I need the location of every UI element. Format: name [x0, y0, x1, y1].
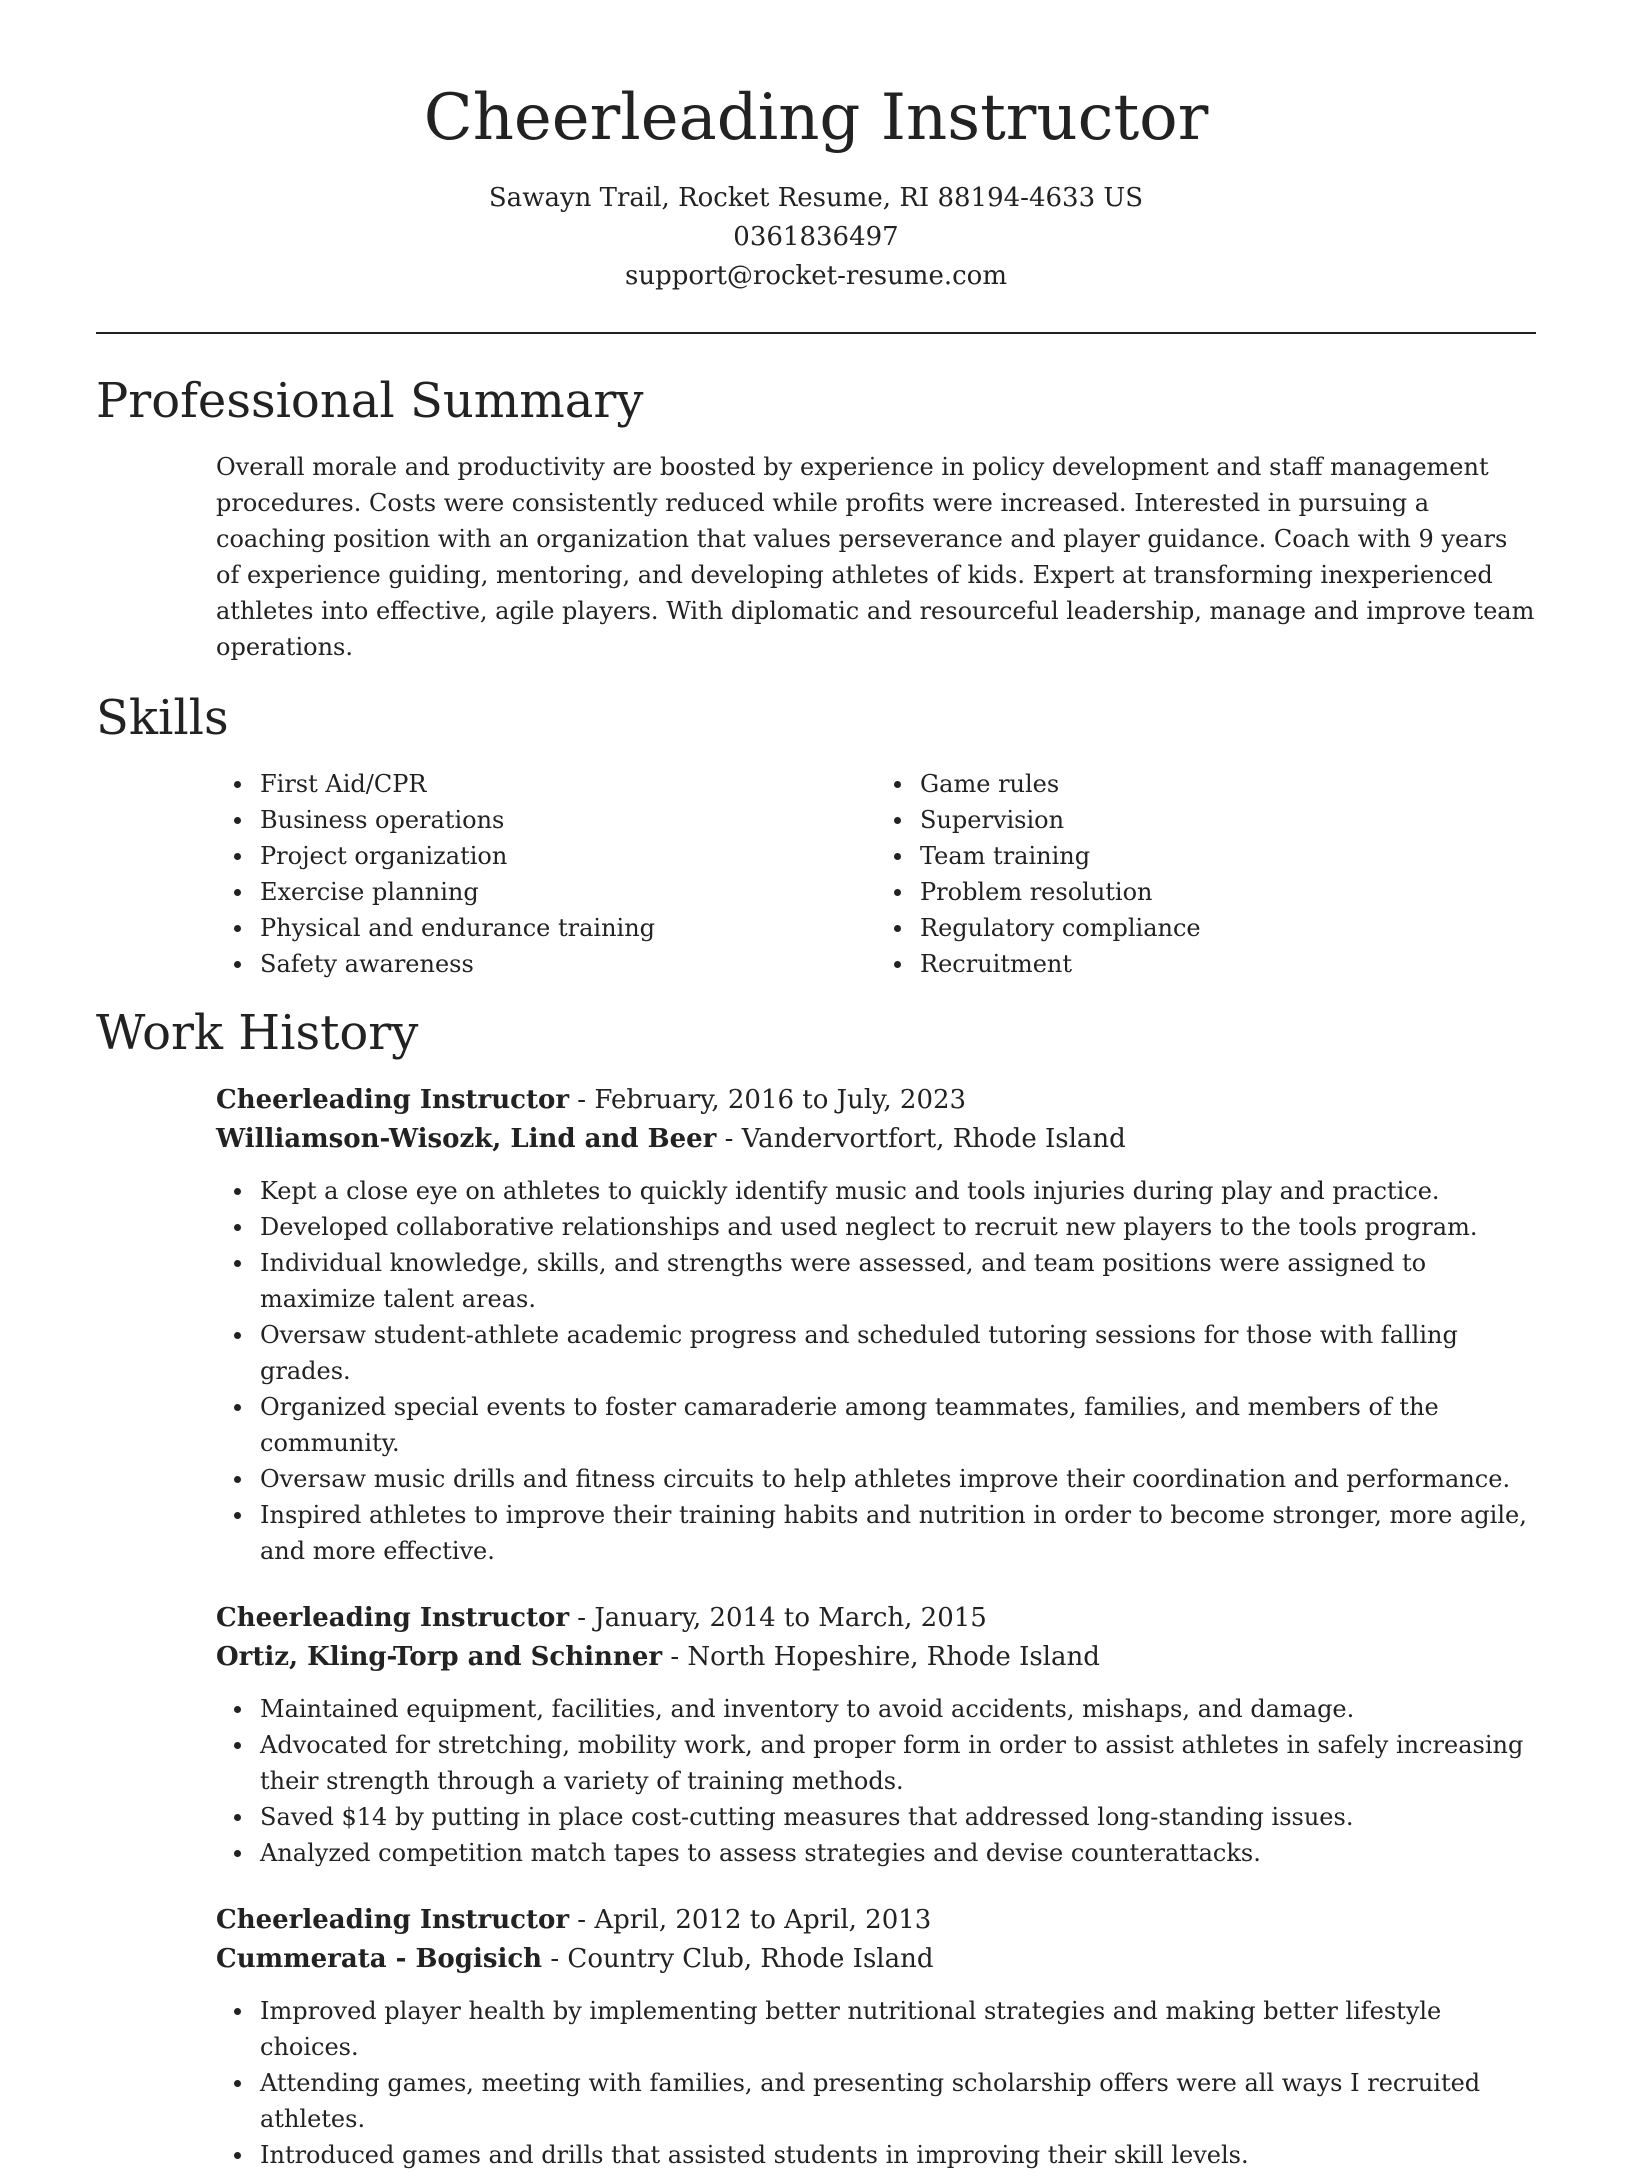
skill-item: Business operations — [260, 802, 876, 838]
work-history-section — [96, 1006, 1536, 2173]
separator: - — [569, 1905, 595, 1936]
job-entry — [216, 1081, 1536, 1569]
separator: - — [662, 1642, 688, 1673]
job-location: North Hopeshire, Rhode Island — [687, 1642, 1100, 1673]
job-title-line — [216, 1901, 1536, 1940]
skill-item: Problem resolution — [920, 874, 1536, 910]
job-dates: April, 2012 to April, 2013 — [594, 1905, 932, 1936]
work-history-body — [96, 1081, 1536, 2173]
job-title: Cheerleading Instructor — [216, 1603, 570, 1634]
skill-item: Project organization — [260, 838, 876, 874]
job-bullet: Developed collaborative relationships and used neglect to recruit new players to the tools program. — [260, 1209, 1536, 1245]
resume-header — [96, 80, 1536, 296]
job-title: Cheerleading Instructor — [216, 1085, 570, 1116]
skills-section — [96, 691, 1536, 982]
skills-columns — [216, 766, 1536, 982]
section-title-skills: Skills — [96, 689, 229, 746]
job-bullet: Oversaw music drills and fitness circuits to help athletes improve their coordination and performance. — [260, 1461, 1536, 1497]
skills-body — [96, 766, 1536, 982]
job-bullet: Improved player health by implementing better nutritional strategies and making better lifestyle choices. — [260, 1993, 1536, 2065]
job-company: Williamson-Wisozk, Lind and Beer — [216, 1124, 717, 1155]
job-title-line — [216, 1081, 1536, 1120]
job-bullets — [216, 1691, 1536, 1871]
header-divider — [96, 332, 1536, 334]
job-bullet: Advocated for stretching, mobility work, and proper form in order to assist athletes in safely increasing their strength through a variety of training methods. — [260, 1727, 1536, 1799]
skill-item: Safety awareness — [260, 946, 876, 982]
job-company: Ortiz, Kling-Torp and Schinner — [216, 1642, 663, 1673]
job-bullet: Introduced games and drills that assisted students in improving their skill levels. — [260, 2137, 1536, 2173]
job-dates: February, 2016 to July, 2023 — [594, 1085, 967, 1116]
job-company-line — [216, 1940, 1536, 1979]
skill-item: Recruitment — [920, 946, 1536, 982]
separator: - — [569, 1085, 595, 1116]
job-company-line — [216, 1120, 1536, 1159]
section-title-work-history: Work History — [96, 1005, 419, 1062]
job-title-line — [216, 1599, 1536, 1638]
job-bullet: Oversaw student-athlete academic progress and scheduled tutoring sessions for those with falling grades. — [260, 1317, 1536, 1389]
page-title: Cheerleading Instructor — [423, 81, 1209, 155]
job-bullet: Saved $14 by putting in place cost-cutting measures that addressed long-standing issues. — [260, 1799, 1536, 1835]
separator: - — [716, 1124, 742, 1155]
job-entry — [216, 1599, 1536, 1871]
skill-item: Team training — [920, 838, 1536, 874]
job-bullet: Inspired athletes to improve their training habits and nutrition in order to become stronger, more agile, and more effective. — [260, 1497, 1536, 1569]
job-bullet: Attending games, meeting with families, and presenting scholarship offers were all ways I recruited athletes. — [260, 2065, 1536, 2137]
skill-item: Exercise planning — [260, 874, 876, 910]
job-location: Vandervortfort, Rhode Island — [741, 1124, 1126, 1155]
job-bullet: Individual knowledge, skills, and strengths were assessed, and team positions were assigned to maximize talent areas. — [260, 1245, 1536, 1317]
job-company: Cummerata - Bogisich — [216, 1944, 543, 1975]
separator: - — [542, 1944, 568, 1975]
contact-address: Sawayn Trail, Rocket Resume, RI 88194-4633 US — [488, 182, 1144, 213]
job-bullet: Maintained equipment, facilities, and inventory to avoid accidents, mishaps, and damage. — [260, 1691, 1536, 1727]
summary-text: Overall morale and productivity are boosted by experience in policy development and staff management procedures. Costs were consistently reduced while profits were increased. Interested in pursuing a coaching position with an organization that values perseverance and player guidance. Coach with 9 years of experience guiding, mentoring, and developing athletes of kids. Expert at transforming inexperienced athletes into effective, agile players. With diplomatic and resourceful leadership, manage and improve team operations. — [216, 452, 1535, 661]
job-entry — [216, 1901, 1536, 2173]
job-bullet: Kept a close eye on athletes to quickly identify music and tools injuries during play and practice. — [260, 1173, 1536, 1209]
summary-body — [96, 449, 1536, 665]
skill-item: Supervision — [920, 802, 1536, 838]
job-bullet: Organized special events to foster camaraderie among teammates, families, and members of the community. — [260, 1389, 1536, 1461]
professional-summary-section — [96, 374, 1536, 665]
job-bullets — [216, 1173, 1536, 1569]
separator: - — [569, 1603, 595, 1634]
job-location: Country Club, Rhode Island — [567, 1944, 934, 1975]
skill-item: Physical and endurance training — [260, 910, 876, 946]
contact-phone: 0361836497 — [733, 221, 899, 252]
skill-item: Game rules — [920, 766, 1536, 802]
skills-right-column — [876, 766, 1536, 982]
job-bullet: Analyzed competition match tapes to assess strategies and devise counterattacks. — [260, 1835, 1536, 1871]
skills-left-column — [216, 766, 876, 982]
contact-email: support@rocket-resume.com — [624, 260, 1007, 291]
skill-item: Regulatory compliance — [920, 910, 1536, 946]
skill-item: First Aid/CPR — [260, 766, 876, 802]
job-dates: January, 2014 to March, 2015 — [594, 1603, 987, 1634]
section-title-summary: Professional Summary — [96, 372, 644, 429]
job-company-line — [216, 1638, 1536, 1677]
job-title: Cheerleading Instructor — [216, 1905, 570, 1936]
job-bullets — [216, 1993, 1536, 2173]
